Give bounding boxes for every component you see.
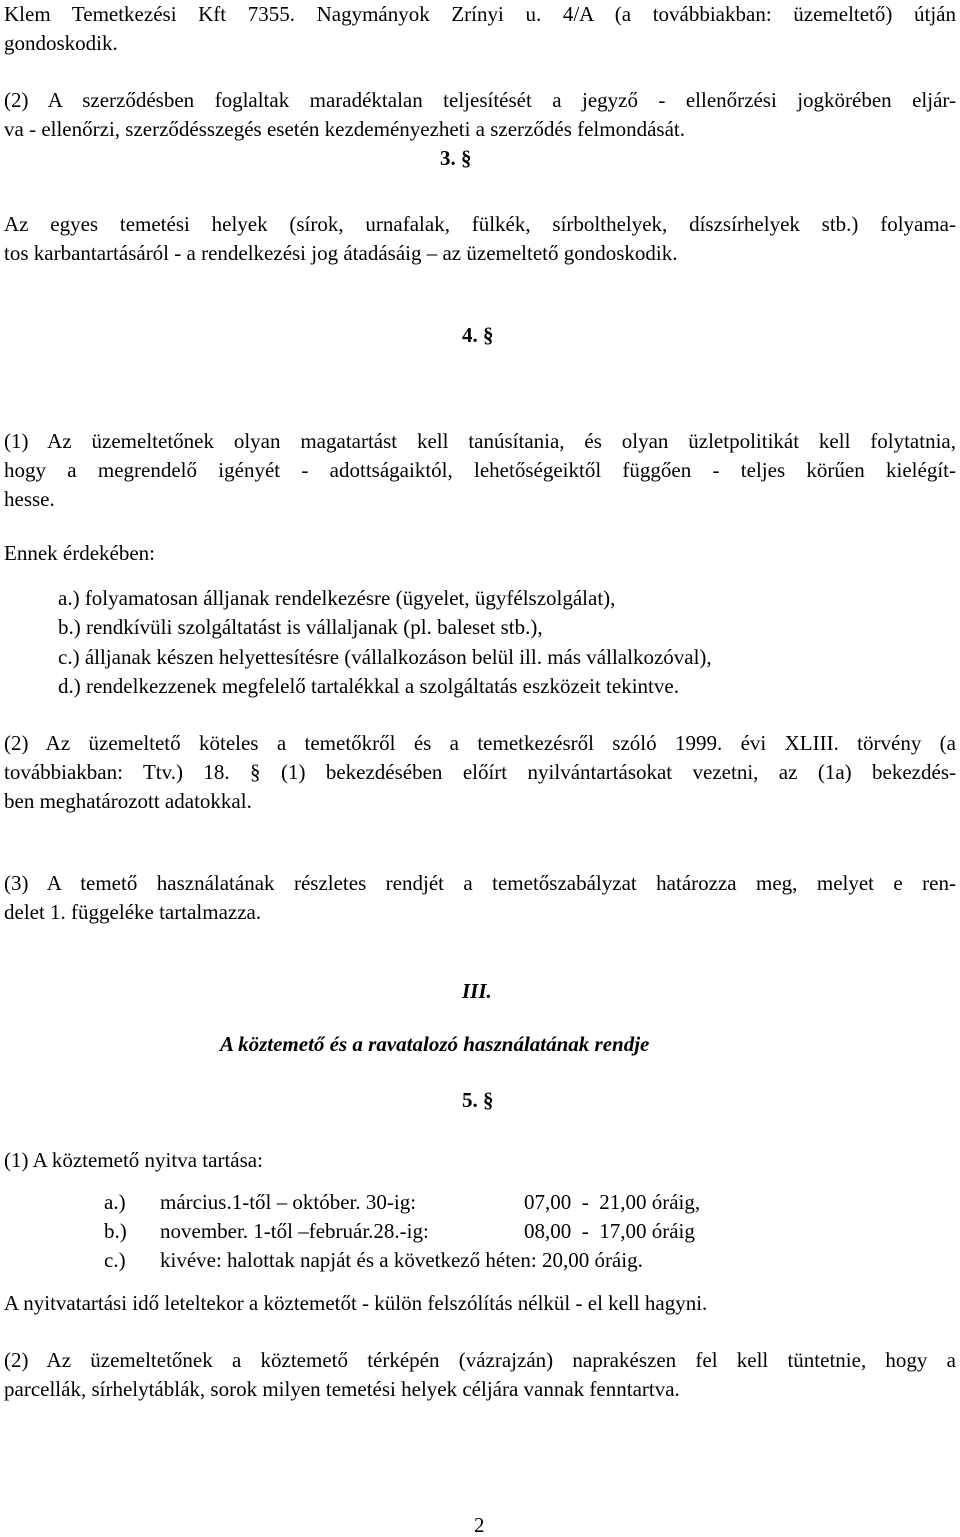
hours-time-b: 08,00 - 17,00 óráig xyxy=(524,1219,695,1243)
chapter-title: A köztemető és a ravatalozó használatának rendje xyxy=(220,1032,650,1056)
section-5-p2-line-1: (2) Az üzemeltetőnek a köztemető térképén (vázrajzán) naprakészen fel kell tüntetnie, hogy a xyxy=(4,1348,956,1372)
list-item-d: d.) rendelkezzenek megfelelő tartalékkal a szolgáltatás eszközeit tekintve. xyxy=(58,674,679,698)
section-3-line-1: Az egyes temetési helyek (sírok, urnafalak, fülkék, sírbolthelyek, díszsírhelyek stb.) folyama- xyxy=(4,212,956,236)
hours-letter-c: c.) xyxy=(104,1248,126,1272)
section-4-p2-line-1: (2) Az üzemeltető köteles a temetőkről és a temetkezésről szóló 1999. évi XLIII. törvény (a xyxy=(4,731,956,755)
section-4-p2-line-2: továbbiakban: Ttv.) 18. § (1) bekezdésében előírt nyilvántartásokat vezetni, az (1a) bekezdés- xyxy=(4,760,956,784)
section-4-p2-line-3: ben meghatározott adatokkal. xyxy=(4,789,252,813)
hours-letter-a: a.) xyxy=(104,1190,126,1214)
hours-period-b: november. 1-től –február.28.-ig: xyxy=(160,1219,429,1243)
hours-time-a: 07,00 - 21,00 óráig, xyxy=(524,1190,701,1214)
page-number: 2 xyxy=(474,1513,485,1537)
section-4-p1-line-3: hesse. xyxy=(4,487,55,511)
section-5-p1: (1) A köztemető nyitva tartása: xyxy=(4,1148,263,1172)
section-3-line-2: tos karbantartásáról - a rendelkezési jog átadásáig – az üzemeltető gondoskodik. xyxy=(4,241,678,265)
list-item-a: a.) folyamatosan álljanak rendelkezésre (ügyelet, ügyfélszolgálat), xyxy=(58,586,616,610)
section-4-p3-line-1: (3) A temető használatának részletes rendjét a temetőszabályzat határozza meg, melyet e ren- xyxy=(4,871,956,895)
section-3-heading: 3. § xyxy=(440,146,472,170)
section-5-heading: 5. § xyxy=(462,1088,494,1112)
section-4-p1-line-1: (1) Az üzemeltetőnek olyan magatartást kell tanúsítania, és olyan üzletpolitikát kell folytatnia, xyxy=(4,429,956,453)
intro-line-2: gondoskodik. xyxy=(4,31,118,55)
section-4-p1-line-2: hogy a megrendelő igényét - adottságaiktól, lehetőségeiktől függően - teljes körűen kielégít- xyxy=(4,458,956,482)
para-2-line-1: (2) A szerződésben foglaltak maradéktalan teljesítését a jegyző - ellenőrzési jogkörében eljár- xyxy=(4,88,956,112)
section-5-p2-line-2: parcellák, sírhelytáblák, sorok milyen temetési helyek céljára vannak fenntartva. xyxy=(4,1377,680,1401)
intro-line-1: Klem Temetkezési Kft 7355. Nagymányok Zrínyi u. 4/A (a továbbiakban: üzemeltető) útján xyxy=(4,2,956,26)
section-5-closing: A nyitvatartási idő leteltekor a köztemetőt - külön felszólítás nélkül - el kell hagyni. xyxy=(4,1291,708,1315)
section-4-p3-line-2: delet 1. függeléke tartalmazza. xyxy=(4,900,262,924)
list-item-c: c.) álljanak készen helyettesítésre (vállalkozáson belül ill. más vállalkozóval), xyxy=(58,645,712,669)
ennek-erdekeben: Ennek érdekében: xyxy=(4,541,156,565)
hours-letter-b: b.) xyxy=(104,1219,127,1243)
hours-period-a: március.1-től – október. 30-ig: xyxy=(160,1190,417,1214)
para-2-line-2: va - ellenőrzi, szerződésszegés esetén kezdeményezheti a szerződés felmondását. xyxy=(4,117,685,141)
hours-period-c: kivéve: halottak napját és a következő héten: 20,00 óráig. xyxy=(160,1248,643,1272)
list-item-b: b.) rendkívüli szolgáltatást is vállaljanak (pl. baleset stb.), xyxy=(58,615,543,639)
section-4-heading: 4. § xyxy=(462,323,494,347)
chapter-roman: III. xyxy=(462,979,492,1003)
